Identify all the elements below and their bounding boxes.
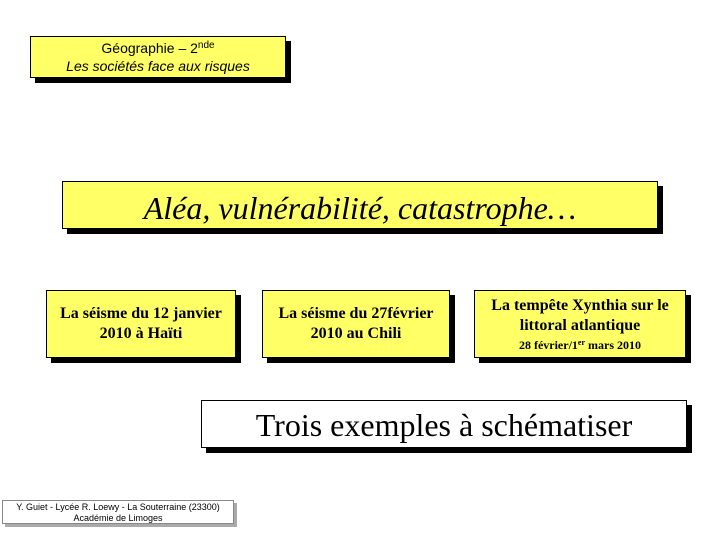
subtitle-box: [201, 400, 687, 448]
level-superscript: nde: [197, 40, 215, 51]
main-title: Aléa, vulnérabilité, catastrophe…: [143, 190, 577, 226]
credit-box: [2, 500, 234, 524]
credit-line-1: Y. Guiet - Lycée R. Loewy - La Souterraine (23300): [16, 502, 220, 512]
header-box: [30, 36, 286, 78]
subject-line: [31, 39, 285, 57]
event-date-xynthia: [475, 338, 685, 352]
main-title-box: [62, 181, 658, 229]
event-title-xynthia: La tempête Xynthia sur le littoral atlantique: [491, 297, 669, 334]
event-box-xynthia: [474, 290, 686, 358]
subtitle: Trois exemples à schématiser: [255, 407, 633, 443]
date-prefix: 28 février/1: [518, 338, 578, 352]
theme-text: Les sociétés face aux risques: [66, 58, 250, 74]
credit-line-2: Académie de Limoges: [73, 513, 163, 523]
event-box-haiti: [46, 290, 236, 358]
date-superscript: er: [577, 338, 586, 347]
subject-text: Géographie – 2: [101, 40, 198, 56]
date-suffix: mars 2010: [585, 338, 642, 352]
event-title-haiti: La séisme du 12 janvier 2010 à Haïti: [60, 305, 222, 342]
event-box-chili: [262, 290, 450, 358]
event-title-chili: La séisme du 27février 2010 au Chili: [278, 305, 434, 342]
